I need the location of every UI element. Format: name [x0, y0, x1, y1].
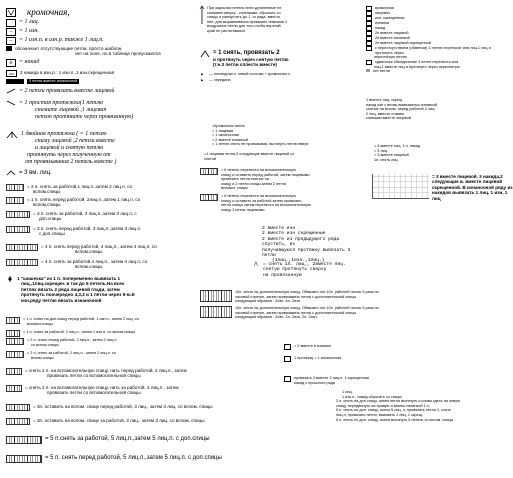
legend4-k2tog-yo-text-2: накид с прошлого ряда [294, 380, 335, 385]
three-together-purl-icon [6, 79, 24, 84]
note-wrap-2 [200, 306, 379, 320]
legend-row-purl-wrong [6, 37, 104, 45]
legend-row-ssk [6, 100, 133, 121]
legend-cable-2-1-back-label: = 2 п. снять за работой,1 лиц.п.,затем 2 лиц.п. со [27, 184, 133, 189]
cable-3-3-back-icon [6, 211, 30, 218]
legend2-6st-back-text-2: спицу и оставить за работой,затем провязать [221, 198, 302, 203]
legend-double-yo-label: 2 накида в изн.р.: 1 изн.п.,1 изн.скрещенная [20, 70, 115, 75]
legend-row-3-3-front-alt [6, 404, 213, 411]
wrap-cable-icon-2 [200, 306, 232, 318]
legend6 [366, 98, 437, 121]
legend4-pull [284, 356, 341, 362]
note-wrap-1-text-2: часовой стрелке, затем провязывать петли с дополнительной спицы [235, 294, 357, 299]
legend9 [336, 390, 496, 422]
legend2-6st-front-text-3: провязать петли снятые на [221, 177, 269, 182]
legend-cable-purl-front-note: вспомог.спицы [27, 321, 53, 326]
note-wrap-2-text-2: часовой стрелке, затем провязывать петли с дополнительной спицы [235, 310, 357, 315]
legend-no-stitch-label: обозначает отсутствующие петли, просто шаблон, [15, 46, 123, 51]
legend-row-cable-1p-2k-front [6, 317, 139, 326]
double-decrease-icon [6, 131, 18, 139]
sk2p-arrow-icon: ⋀ [254, 262, 258, 267]
legend5-knit: лицевая [375, 11, 390, 15]
legend-double-decrease-label: 1 двойная протяжка ( = 1 петлю [21, 131, 107, 137]
wrap-cable-icon-1 [200, 290, 232, 302]
legend5-exchange-2: переснятую петлю [374, 55, 407, 60]
legend9-text-4: лиц.п, провязать петли, вывязать 1 лиц, 1 скрещ. [336, 412, 423, 417]
legend-5-5-back-label: = 5 п.снять за работой, 5 лиц.п.,затем 5 лиц.п. с доп.спицы [45, 436, 210, 442]
legend-3tog-label: = 3 вм. лиц. [19, 170, 52, 176]
pull-small-icon [284, 356, 291, 362]
note-binding-off-text-1: При закрытии петель нити удлиненные не [207, 6, 282, 10]
legend9-k1: 1 лиц. [342, 390, 353, 394]
legend4-p2tog [284, 344, 331, 350]
long-stitch-icon [200, 6, 204, 24]
legend-cable-2-2-front-label: = 2 п. снять перед работой, 2 лиц.п., затем 2 лиц.п. [27, 338, 118, 342]
legend3-dropped-2: получившуюся протяжку вывязать 3 петли [262, 247, 351, 259]
exchange-icon [366, 46, 372, 51]
legend9-p1-drop: 1 изн.п., накид сбросить со спицы [342, 394, 402, 399]
note-wrap-1 [200, 290, 379, 304]
legend3-p2tog: 2 вместе изн [262, 226, 296, 231]
legend9-text-2: спицу, передвинуть на правую и вязать изнанкой 1 п. [336, 403, 430, 408]
cable-2-2-front-icon [6, 338, 24, 345]
legend9-text-3: 5 п. снять на доп. спицу, затем 5 лиц. п, провязать петли 1, снять [336, 408, 451, 413]
note-middle-text: — середина [209, 78, 231, 82]
legend-cable-1-2-front-note: вспом.спицы [33, 202, 61, 208]
legend-no-stitch-note: нет на поле, но в таблице пропускаются [75, 51, 161, 57]
arrow-icon: ▲ [200, 72, 204, 76]
legend2-k1-k2tog [204, 152, 294, 161]
legend-row-cable-2-2-back [6, 351, 116, 360]
legend-row-double-decrease [6, 131, 116, 166]
legend-3tog-purl-label: 3 петли вместе изнаночной [29, 79, 78, 83]
note-sk2p-label: = 1 снять, провязать 2 [213, 50, 280, 56]
legend-cross-back-label: = снять 2 п. на вспомогательную спицу, нить за работой, 2 лиц.п., затем [25, 385, 179, 390]
legend4-p2tog-text: = 2 вместе в изнанке [294, 344, 331, 348]
legend5-merge: сдвиганье обьединение 3 петли перенести или [375, 59, 459, 64]
legend-dd-desc-3: протянуть через полученную от [27, 152, 111, 158]
legend7-slip: 1п. снять лиц. [374, 157, 399, 162]
legend-row-edge [6, 8, 70, 17]
note-last-stitch [200, 72, 291, 77]
legend-purl-label: = 1 изн. [19, 28, 39, 34]
legend2-6st-back-text-3: петли спицы,затем перенести на вспомогательную [221, 203, 311, 208]
legend-row-5-5-front [6, 455, 222, 463]
legend-cable-4-4-back-label: = 4 п. снять за работой,4 лиц.п., затем 4 лиц.п. со [41, 259, 148, 264]
legend3-p2tog-tbl: 2 вместе изн скрещенные [262, 231, 326, 237]
cable-5-5-back-icon [6, 436, 42, 444]
legend5-basic [366, 6, 494, 74]
legend8-text-3: скрещенной. В изнаночной ряду из [432, 184, 513, 190]
legend6-yo-purl: накид изн с вновь вывязанных изнанкой [366, 102, 438, 107]
note-binding-off [200, 6, 287, 34]
cable-3-3-front-icon [6, 226, 30, 233]
legend8-text-5: лиц [432, 195, 441, 201]
legend-cable-4-4-back-note: вспом.спицы [75, 264, 103, 270]
legend2-6st-back-text-4: спицу 3 петли лицевыми [221, 207, 265, 212]
legend-row-purl [6, 28, 39, 36]
legend5-row-exchange [366, 46, 494, 55]
legend-cable-4-4-front-label: = 4 п. снять перед работой, 4 лиц.п., затем 4 лиц.п. со [41, 244, 157, 249]
legend-edge-label: кромочная, [27, 7, 70, 17]
cable-6-back-icon [200, 194, 218, 201]
legend-cable-2-1-back-note: вспом.спицы [33, 189, 61, 195]
legend-row-cable-4-4-back [6, 259, 147, 270]
legend-bobble-desc-1: лиц.,1лиц.скрещен. и так до 5 петель.На всех [21, 281, 125, 287]
note-wrap-1-text-3: следующим образом - 2изн, 6л, 2изн. [235, 299, 302, 304]
legend-row-yarnover [6, 59, 39, 67]
legend-yarnover-label: = накид [19, 59, 40, 65]
cable-1-2-front-icon [6, 197, 24, 204]
legend5-purl-tbl: изн. скрещенная [375, 16, 405, 20]
legend-row-no-stitch [6, 46, 161, 57]
legend-row-cable-3-3-back [6, 211, 137, 222]
legend-row-5-5-back [6, 436, 210, 444]
legend3-dropped: 2 вместе из предыдущего ряда спустить, их [262, 236, 340, 248]
legend2-6st-front-text-2: спицу и оставить перед работой, затем лицевыми [221, 172, 310, 177]
legend-row-knit [6, 19, 39, 27]
legend-knit-label: = 1 лиц. [19, 19, 40, 25]
no-stitch-small-icon [366, 69, 370, 72]
legend6-k2: 2 лиц. вместе ставим [366, 111, 404, 116]
legend-bobble-desc-2: петлях вязать 2 ряда лицевой глади, затем [21, 286, 120, 292]
legend-bobble-label: 1 "шишечка" из 1 п. попеременно вывязать 1 [17, 276, 121, 281]
legend-row-3-3-back-alt [6, 418, 205, 425]
bobble-icon [6, 276, 14, 282]
legend-row-bobble [6, 276, 135, 303]
legend4-k2tog-yo [284, 376, 369, 385]
middle-marker-icon: ▲ [200, 78, 204, 82]
legend5-yo: накид [375, 26, 386, 30]
note-sk2p-desc-2: (т.е.3 петли сплести вместе) [213, 62, 277, 68]
legend-row-cable-3-3-front [6, 226, 141, 237]
legend2-6st-back [200, 194, 311, 212]
small-stitch-chart [372, 174, 429, 199]
legend5-k2tog: 2п вместе лицевой [375, 31, 409, 35]
cable-5-5-front-icon [6, 455, 42, 463]
double-yarnover-icon: oo [6, 70, 17, 77]
ssk-icon [6, 100, 16, 106]
legend-row-3tog-purl [6, 79, 79, 84]
cable-6-front-icon [200, 168, 218, 175]
note-sk2p [200, 50, 289, 68]
legend8-text-1: = 3 вместе лицевой. 3 накида,2 [432, 174, 503, 179]
legend-bobble-desc-4: изн.ряду петлю вязать изнаночной [21, 297, 102, 303]
legend8-text-4: накидов вывязать 1 лиц, 1 изн, 1 [432, 190, 508, 196]
legend-cable-4-4-front-note: вспом.спицы [75, 249, 103, 255]
legend5-p2tog: 2п вместе изнанкой [375, 36, 410, 40]
legend6-cable: снятые на вспом. перед работой 2 лиц. [366, 107, 436, 112]
legend-bobble-desc-3: протянуть поочередно 4,3,2 и 1 петли через 5-ю.Е [21, 292, 135, 298]
legend-cable-2-2-back-label: = 2 п. снять за работой, 2 лиц.п., затем 2 лиц.п. со [27, 351, 116, 355]
legend2-p2tog: = 2 вместе изнанкой [212, 137, 248, 142]
legend-cable-3-3-front-label: = 3 п. снять перед работой, 3 лиц.п.,затем 3 лиц.п. [33, 226, 142, 231]
cable-2-2-back-icon [6, 351, 24, 358]
legend-row-cross-front [6, 368, 187, 379]
legend2-edge: =Кромочная петля [212, 124, 245, 128]
yarnover-icon: o [6, 59, 16, 67]
note-sk2p-desc-1: и протянуть через снятую петлю [213, 57, 289, 62]
legend2-k1-k2tog-text-1: =1 лицевая петля,2 следующие вместе лицевой со [204, 152, 295, 156]
legend7-3tog: = 3 вместе лицевой [374, 153, 409, 158]
note-binding-off-text-5: воздушных петли для того,чтобы верхний [207, 24, 281, 29]
legend8-3tog-3yo [432, 174, 513, 201]
legend9-text-1: 2 п. снять на доп.спицу, затем петли вытянуть и снова здесь на левую [336, 399, 460, 404]
legend2-6st-front-text-4: спицу и 2 петли спицы,затем 2 петли [221, 181, 287, 186]
legend-dd-desc-2: и лицевой и снятую петлю [35, 145, 104, 151]
note-binding-off-text-3: спицы и распустить до 1 -го ряда, вместо [207, 15, 281, 20]
k2tog-icon [6, 88, 16, 94]
legend-row-cross-back [6, 385, 179, 396]
cable-2-1-back-icon [6, 184, 24, 191]
note-middle [200, 78, 231, 83]
legend5-edge: кромочная [375, 6, 394, 10]
legend3-sk2p-text-2: снятую протянуть сверху [263, 267, 327, 273]
legend3-dropped-3: (1лиц.,1изн.,1лиц.) [272, 258, 325, 264]
legend-row-k2tog [6, 88, 114, 95]
legend-row-cable-4-4-front [6, 244, 157, 255]
legend5-row-no-stitch [366, 69, 494, 74]
legend-dd-desc-1: сниму лицевой ,2 петли вместе [35, 138, 115, 144]
purl-stitch-icon: – [6, 28, 16, 36]
cross-front-icon [6, 368, 22, 375]
note-wrap-1-text-1: 10п. снять на дополнительную спицу. Обвязать эти 10п. рабочей нитью 3 раза по [235, 290, 379, 294]
legend8-text-2: следующие в. вместе лицевой [432, 179, 503, 185]
legend-cable-purl-front-label: = 1 п. снять на доп.спицу перед работой, 1 изн.п., затем 2 лиц. со [23, 317, 139, 321]
legend3-sk2p-text-3: на провязанную [263, 272, 302, 278]
legend5-purl: изнанка [375, 21, 390, 25]
cable-3-3-front-alt-icon [6, 404, 30, 411]
note-binding-off-text-6: край не растягивался [207, 28, 246, 33]
dash-stitch-icon: – [6, 37, 16, 45]
legend-3-3-front-alt-label: = 3п. оставить на вспом. спице перед работой, 3 лиц., затем 3 лиц. со вспом. спицы [33, 404, 213, 409]
k2tog-yo-icon [284, 376, 291, 382]
legend-row-cable-2-1-back [6, 184, 132, 195]
legend3-sk2p [254, 262, 346, 278]
legend2-slip: = 1 петлю снять не провязывая, вытянуть петлю вверх [212, 142, 309, 147]
legend-column-right [336, 4, 513, 474]
legend-row-3tog [6, 170, 52, 177]
note-last-stitch-text: — последняя п. левой полочки + кромочная п. [209, 72, 291, 76]
cable-4-4-back-icon [6, 259, 38, 266]
knit-stitch-icon [6, 19, 16, 27]
edge-stitch-icon [6, 8, 16, 17]
legend-cable-1-2-front-label: = 1 п. снять перед работой, 2лиц.п.,затем 1 лиц.п. со [27, 197, 141, 202]
merge-icon [366, 60, 372, 65]
legend2-6st-front [200, 168, 309, 191]
note-binding-off-text-2: снимаем сверху - стрелками, сбросить со [207, 10, 281, 15]
legend2-knit: = 1 лицевая [212, 128, 234, 133]
p2tog-small-icon [284, 344, 291, 350]
legend-block-3 [262, 226, 360, 264]
legend7-3k: = 3 лиц. [374, 148, 389, 153]
legend2-purl: = 1 изнаночная [212, 133, 239, 138]
legend-cross-front-note: провязать петли со вспомогательной спицы [47, 373, 141, 379]
legend5-row-merge [366, 60, 494, 65]
note-wrap-2-text-1: 10п. снять на дополнительную спицу. Обвязать эти 10п. рабочей нитью 3 раза по [235, 306, 379, 310]
legend5-no-stitch: нет петли [373, 69, 390, 74]
legend5-exchange: с переотсутствием (обменом) 1 петлю переносят или лиц.1 лиц и протянуть через [375, 46, 491, 55]
legend7-3tog-yo: = 3 вместе лиц. 1 п. накид [374, 144, 421, 148]
legend-cross-back-note: провязать петли со вспомогательной спицы [47, 390, 141, 396]
legend-ssk-desc-1: снимите лицевой ,1 лицевая [35, 107, 107, 113]
legend-cable-3-3-back-note: доп.спицы [39, 216, 62, 222]
legend-cable-2-2-front-note: со вспом.спицы [31, 342, 59, 347]
cable-3-3-back-alt-icon [6, 418, 30, 425]
legend-row-double-yo [6, 70, 114, 77]
legend6-slip-together: снимаем вместе лицевой [366, 116, 411, 121]
legend-row-cable-1-2-front [6, 197, 140, 208]
cable-4-4-front-icon [6, 244, 38, 251]
legend-row-cable-2-2-front [6, 338, 118, 347]
legend-cable-3-3-back-label: = 3 п. снять за работой, 3 лиц.п.,затем 3 лиц.п. с [33, 211, 137, 216]
note-binding-off-text-4: нее, для выравнивания провязать нижними 2 [207, 19, 288, 24]
legend-ssk-label: = 1 простая протяжка(1 петлю [19, 100, 104, 106]
legend-purl-wrong-label: = 1 изн.п. в изн.р. также 1 лиц.п. [19, 37, 104, 43]
legend-k2tog-label: = 2 петли провязать вместе лицевой [19, 88, 115, 94]
legend2-6st-front-text-5: вспомог. спицы [221, 186, 248, 191]
legend2-k1-k2tog-text-2: снятой [204, 156, 216, 161]
three-together-icon [6, 170, 16, 176]
sk2p-icon [200, 50, 210, 58]
cable-purl-front-icon [6, 317, 20, 324]
note-wrap-2-text-3: следующим образом - 2изн, 2л, 2изн, 2л, 2изн. [235, 315, 318, 320]
legend-row-cable-1p-2k-back [6, 330, 135, 337]
legend6-k-tbl: 1 вместе лиц. скрещ [366, 98, 403, 102]
cross-back-icon [6, 385, 22, 392]
cable-purl-back-icon [6, 330, 20, 337]
legend2-6st-front-text-1: = 6 петель перенести на вспомогательную [221, 168, 296, 172]
legend-ssk-desc-2: петлю протяните через провязанную) [35, 114, 134, 120]
legend4-k2tog-yo-text-1: провязать 2 вместе 2 лиц.п. 1 скрещенная [294, 376, 369, 380]
legend-3-3-back-alt-label: = 3п. оставить на вспом. спице за работой, 3 лиц., затем 3 лиц. со вспом. спицы [33, 418, 205, 423]
legend-dd-desc-4: от провязывания 2 петель вместе ) [25, 159, 117, 165]
legend2-6st-back-text-1: = 6 петель перенести на вспомогательную [221, 194, 296, 198]
no-stitch-icon [6, 46, 12, 51]
legend3-sk2p-text-1: = снять 1п. лиц., 2вместе лиц. [263, 262, 346, 267]
legend-cable-3-3-front-note: с доп.спицы [39, 231, 65, 237]
legend-cable-2-2-back-note: вспом.спицы [31, 355, 54, 360]
legend5-k2tog-tbl: 2п вместе лицевой скрещенной [375, 41, 431, 45]
legend7 [366, 144, 420, 162]
legend-block-2 [204, 124, 309, 147]
legend9-text-5: 5 п. снять по доп. спицу, затем вытянуть 5 петель со вспом. спицы [336, 417, 454, 422]
legend5-merge-2: лиц.1 вместе лиц и протянуть через переснятую [374, 64, 460, 69]
legend-5-5-front-label: = 5 п. снять перед работой, 5 лиц.п.,затем 5 лиц.п. с доп.спицы [45, 455, 222, 461]
legend-cross-front-label: = снять 2 п. на вспомогательную спицу, нить перед работой, 2 лиц.п., затем [25, 368, 187, 373]
legend-cable-purl-back-label: = 1 п. снять за работой, 2 лиц.п., затем 1 изн.п. со вспом.спицы [23, 330, 136, 334]
legend4-pull-text: 1 протяжку = 1 изнаночная [294, 356, 342, 360]
